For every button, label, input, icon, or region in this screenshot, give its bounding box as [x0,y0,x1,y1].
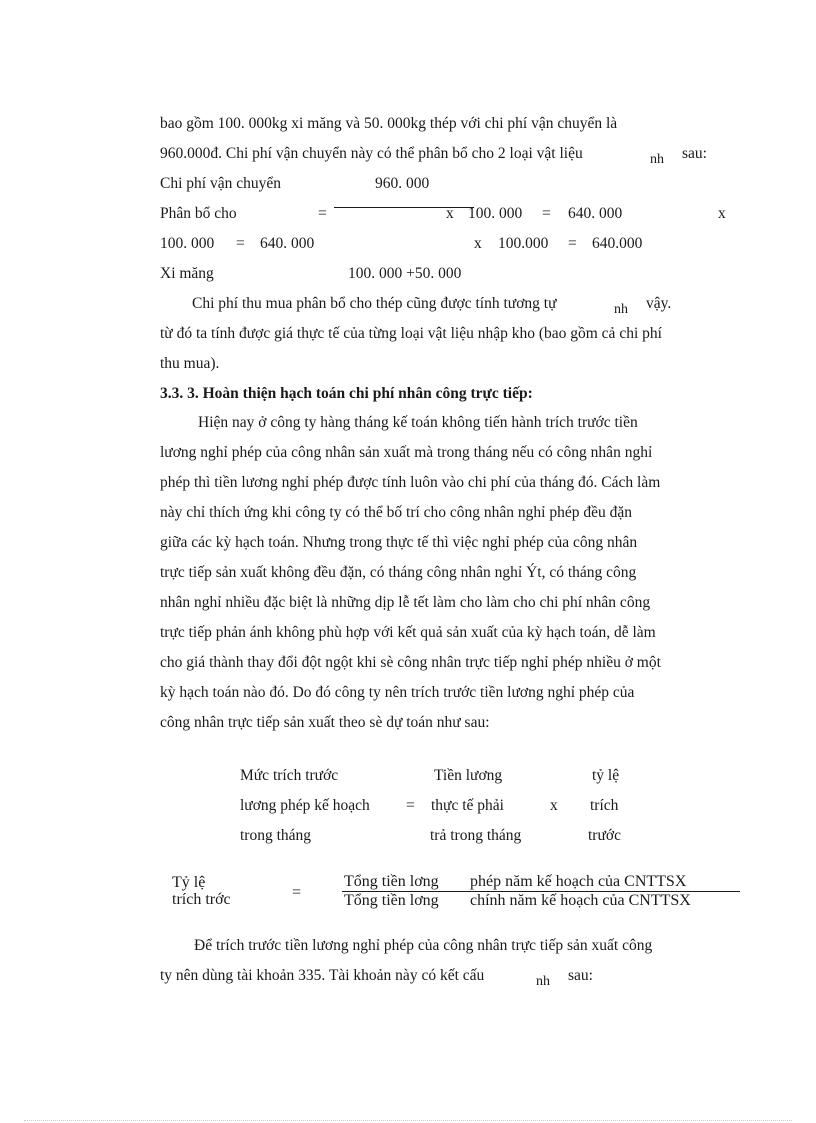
formula-left: Tỷ lệ [172,874,206,891]
paragraph-line: giữa các kỳ hạch toán. Nhưng trong thực tế thì việc nghỉ phép của công nhân [160,534,638,551]
quantity: 100. 000 [468,205,523,222]
paragraph-line: từ đó ta tính được giá thực tế của từng loại vật liệu nhập kho (bao gồm cả chi phí [160,325,662,342]
paragraph-line: công nhân trực tiếp sản xuất theo sè dự toán như sau: [160,714,490,731]
paragraph-line: lương nghỉ phép của công nhân sản xuất mà trong tháng nếu có công nhân nghỉ [160,444,653,461]
formula-label: Phân bổ cho [160,205,237,222]
quantity: 100.000 [498,235,549,252]
formula-denominator: 100. 000 +50. 000 [348,265,462,282]
nh-fragment: nh [614,302,628,317]
equals-sign: = [292,884,302,901]
formula-left: trích trớc [172,891,231,908]
page-border [24,1120,792,1121]
paragraph-line: trực tiếp sản xuất không đều đặn, có tháng công nhân nghỉ Ýt, có tháng công [160,564,637,581]
paragraph-line: Chi phí thu mua phân bổ cho thép cũng được tính tương tự [192,295,557,312]
formula-term: trước [588,827,621,844]
section-heading: 3.3. 3. Hoàn thiện hạch toán chi phí nhân công trực tiếp: [160,385,533,402]
paragraph-line: Hiện nay ở công ty hàng tháng kế toán không tiến hành trích trước tiền [198,414,638,431]
quantity: 100. 000 [160,235,215,252]
equals-sign: = [318,205,327,222]
formula-term: trích [590,797,619,814]
formula-term: trả trong tháng [430,827,522,844]
paragraph-line: phép thì tiền lương nghỉ phép được tính luôn vào chi phí của tháng đó. Cách làm [160,474,661,491]
result: 640. 000 [568,205,623,222]
equals-sign: = [236,235,245,252]
paragraph-line: này chỉ thích ứng khi công ty có thể bố trí cho công nhân nghỉ phép đều đặn [160,504,633,521]
formula-term: Mức trích trước [240,767,339,784]
formula-term: lương phép kế hoạch [240,797,370,814]
formula-term: tỷ lệ [592,767,620,784]
paragraph-line-end: vậy. [646,295,672,312]
times-sign: x [550,797,558,814]
equals-sign: = [406,797,415,814]
denominator-part: Tổng tiền lơng [344,892,439,909]
nh-fragment: nh [650,152,664,167]
formula-numerator: 960. 000 [375,175,430,192]
paragraph-line: bao gồm 100. 000kg xi măng và 50. 000kg thép với chi phí vận chuyển là [160,115,618,132]
paragraph-line: ty nên dùng tài khoản 335. Tài khoản này có kết cấu [160,967,485,984]
result: 640. 000 [260,235,315,252]
paragraph-line: thu mua). [160,355,220,372]
paragraph-line: Để trích trước tiền lương nghỉ phép của công nhân trực tiếp sản xuất công [194,937,653,954]
numerator-part: phép năm kế hoạch của CNTTSX [470,873,687,890]
paragraph-line: kỳ hạch toán nào đó. Do đó công ty nên trích trước tiền lương nghỉ phép của [160,684,635,701]
formula-term: Tiền lương [434,767,503,784]
times-sign: x [718,205,726,222]
paragraph-line: 960.000đ. Chi phí vận chuyển này có thể phân bổ cho 2 loại vật liệu [160,145,583,162]
equals-sign: = [568,235,577,252]
numerator-part: Tổng tiền lơng [344,873,439,890]
formula-term: thực tế phải [431,797,504,814]
formula-term: trong tháng [240,827,312,844]
denominator-part: chính năm kế hoạch của CNTTSX [470,892,691,909]
equals-sign: = [542,205,551,222]
paragraph-line: cho giá thành thay đổi đột ngột khi sè công nhân trực tiếp nghỉ phép nhiều ở một [160,654,661,671]
formula-label: Xi măng [160,265,214,282]
nh-fragment: nh [536,974,550,989]
paragraph-line: trực tiếp phản ánh không phù hợp với kết quả sản xuất của kỳ hạch toán, dễ làm [160,624,656,641]
formula-left-label: Chi phí vận chuyển [160,175,281,192]
times-sign: x [474,235,482,252]
times-sign: x [446,205,454,222]
paragraph-line: nhân nghỉ nhiều đặc biệt là những dịp lễ tết làm cho làm cho chi phí nhân công [160,594,651,611]
paragraph-line-end: sau: [568,967,593,984]
paragraph-line-end: sau: [682,145,707,162]
result: 640.000 [592,235,643,252]
